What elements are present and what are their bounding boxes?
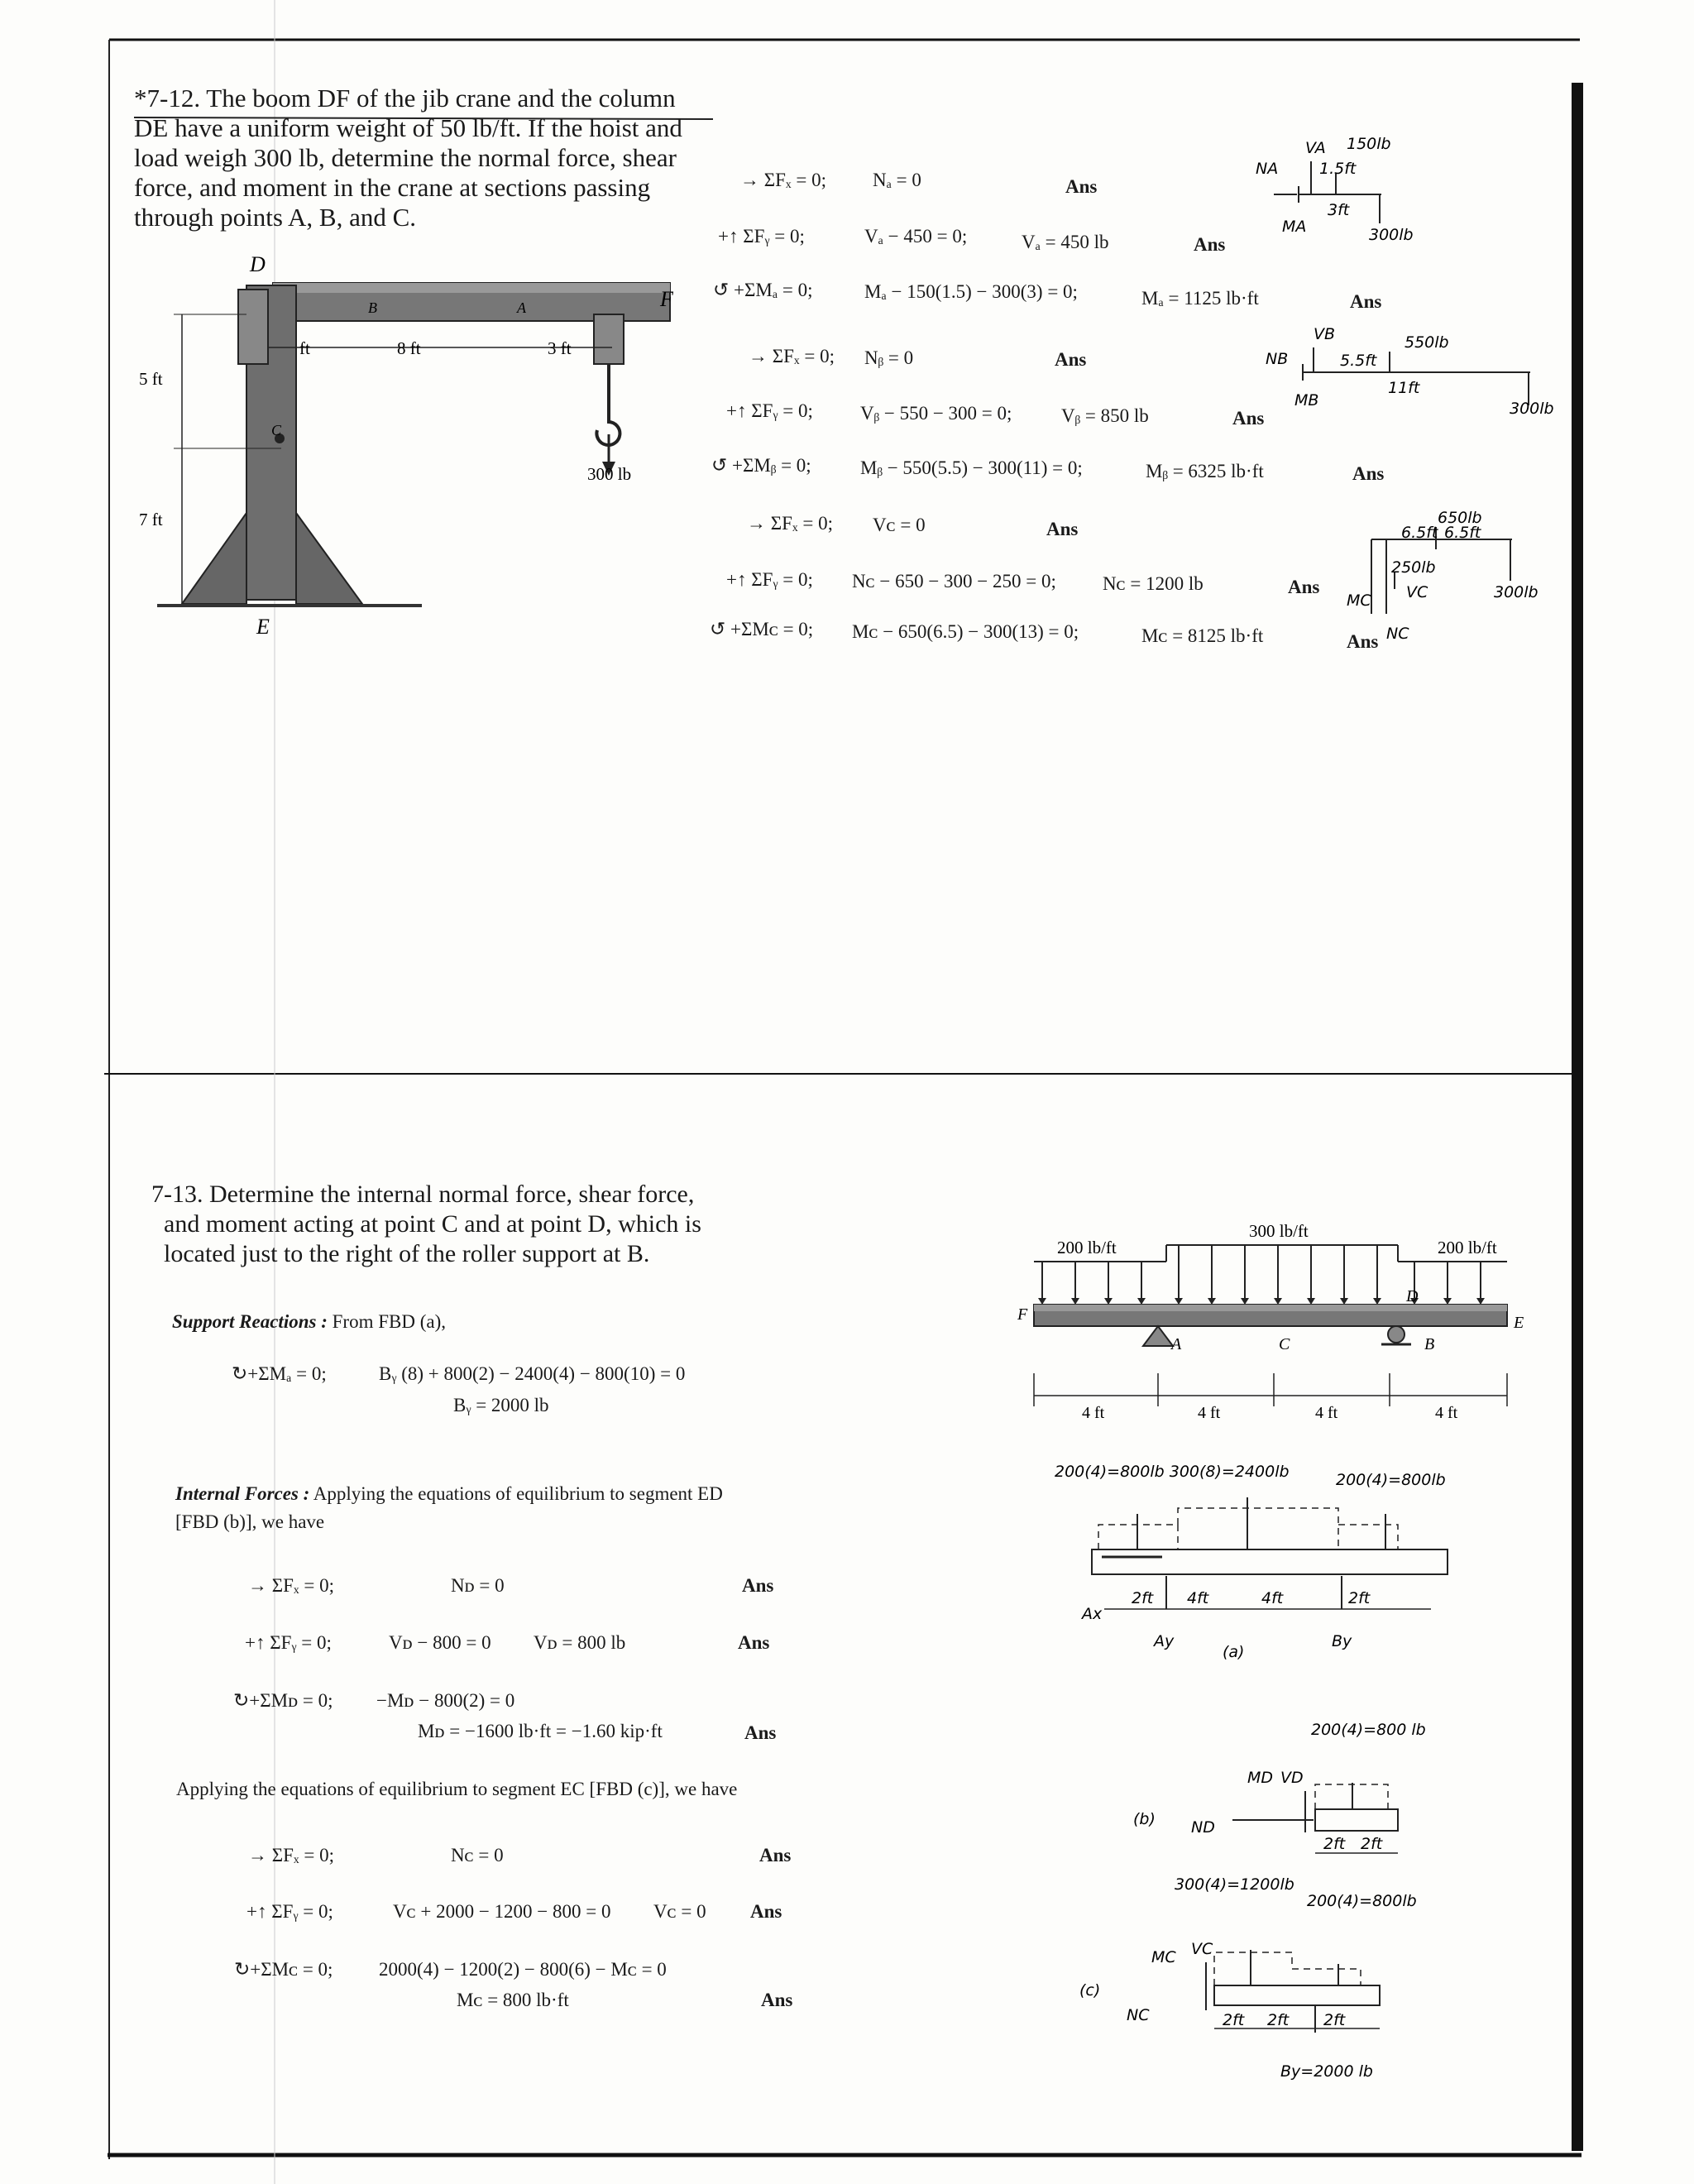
dim: 4ft [1261, 1589, 1284, 1607]
eq-result: Vᴄ = 0 [653, 1901, 706, 1922]
w-right: 200 lb/ft [1438, 1238, 1497, 1257]
sk-mb: MB [1294, 391, 1319, 410]
fbd-c-load1: 300(4)=1200lb [1175, 1875, 1294, 1894]
sk-mc: MC [1347, 592, 1371, 610]
sketch-section-a [1249, 124, 1481, 265]
eq-result: Vₐ = 450 lb [1022, 232, 1109, 252]
sk-300lb: 300lb [1369, 226, 1414, 244]
eq-lhs: +↑ ΣFᵧ = 0; [726, 400, 813, 421]
label-B: B [1424, 1335, 1435, 1353]
applying-ec: Applying the equations of equilibrium to segment EC [FBD (c)], we have [176, 1779, 738, 1799]
fbd-b-ref: [FBD (b)], we have [175, 1511, 325, 1532]
dim: 4ft [1187, 1589, 1209, 1607]
eq-result: Mₐ = 1125 lb·ft [1141, 288, 1259, 309]
eq-lhs: ↻+ΣMₐ = 0; [232, 1363, 327, 1384]
eq-lhs: +↑ ΣFᵧ = 0; [246, 1901, 333, 1922]
span-label: 4 ft [1315, 1404, 1338, 1422]
pin-support-a [1143, 1326, 1173, 1346]
fbd-c-mc: MC [1151, 1948, 1176, 1966]
sk-nc: NC [1386, 625, 1409, 643]
span-label: 4 ft [1198, 1404, 1221, 1422]
fbd-a-label: (a) [1223, 1643, 1245, 1661]
eq-body: Mₐ − 150(1.5) − 300(3) = 0; [864, 281, 1078, 302]
fbd-a-by: By [1332, 1632, 1352, 1650]
eq-body: Mᴄ − 650(6.5) − 300(13) = 0; [852, 621, 1079, 642]
sk-nb: NB [1266, 350, 1289, 368]
sk-250lb: 250lb [1391, 558, 1436, 577]
statement-line: through points A, B, and C. [134, 203, 417, 232]
fbd-a-ay: Ay [1154, 1632, 1175, 1650]
eq-body: 2000(4) − 1200(2) − 800(6) − Mᴄ = 0 [379, 1959, 667, 1980]
sk-65ft: 6.5ft [1401, 524, 1438, 542]
ans-marker: Ans [759, 1845, 792, 1866]
label-C: C [271, 422, 282, 438]
intro-line: and moment acting at point C and at point D, which is [164, 1210, 701, 1238]
crane-base [182, 513, 246, 604]
heading-bold: Internal Forces : [175, 1483, 310, 1504]
eq-body: Nₐ = 0 [873, 170, 921, 190]
ans-marker: Ans [1352, 463, 1385, 484]
label-B: B [368, 299, 377, 316]
ans-marker: Ans [750, 1901, 782, 1922]
sk-va: VA [1305, 139, 1326, 157]
eq-lhs: ↺ +ΣMᵦ = 0; [711, 455, 811, 476]
statement-line: force, and moment in the crane at sections passing [134, 173, 651, 202]
sk-550lb: 550lb [1404, 333, 1449, 352]
label-E: E [256, 615, 270, 639]
eq-lhs: → ΣFₓ = 0; [248, 1845, 334, 1866]
dim: 2ft [1323, 2011, 1346, 2029]
eq-result: Mᵦ = 6325 lb·ft [1146, 461, 1264, 481]
label-C: C [1279, 1335, 1290, 1353]
ans-marker: Ans [744, 1722, 777, 1743]
dim-7ft: 7 ft [139, 510, 163, 529]
label-F: F [660, 287, 673, 311]
sk-15ft: 1.5ft [1319, 160, 1357, 178]
eq-body: Vᴄ + 2000 − 1200 − 800 = 0 [393, 1901, 611, 1922]
support-reactions-heading [172, 1311, 446, 1333]
fbd-c-by: By=2000 lb [1280, 2062, 1373, 2081]
fbd-c-load2: 200(4)=800lb [1307, 1892, 1417, 1910]
w-left: 200 lb/ft [1057, 1238, 1117, 1257]
intro-line: located just to the right of the roller support at B. [164, 1240, 650, 1267]
ans-marker: Ans [738, 1632, 770, 1653]
eq-lhs: → ΣFₓ = 0; [740, 170, 826, 190]
fbd-b-load: 200(4)=800 lb [1311, 1721, 1426, 1739]
eq-result: Vᴅ = 800 lb [534, 1632, 626, 1653]
statement-line: load weigh 300 lb, determine the normal force, shear [134, 143, 677, 172]
fbd-b-nd: ND [1191, 1818, 1215, 1837]
ans-marker: Ans [1347, 631, 1379, 652]
heading-tail: From FBD (a), [332, 1311, 446, 1332]
statement-line: DE have a uniform weight of 50 lb/ft. If the hoist and [134, 113, 682, 142]
sk-300lb-b: 300lb [1510, 400, 1554, 418]
eq-lhs: → ΣFₓ = 0; [248, 1575, 334, 1596]
eq-result: Nᴄ = 1200 lb [1103, 573, 1204, 594]
ans-marker: Ans [1055, 349, 1087, 370]
eq-body: Nᴅ = 0 [451, 1575, 505, 1596]
eq-body: Vᵦ − 550 − 300 = 0; [860, 403, 1012, 424]
beam-figure [1017, 1212, 1530, 1435]
ans-marker: Ans [761, 1990, 793, 2010]
roller-support-b [1388, 1326, 1404, 1343]
eq-body: Mᵦ − 550(5.5) − 300(11) = 0; [860, 457, 1083, 478]
eq-lhs: → ΣFₓ = 0; [749, 346, 835, 366]
fbd-c [1075, 1871, 1456, 2136]
eq-body: Vᴅ − 800 = 0 [389, 1632, 491, 1653]
span-label: 4 ft [1082, 1404, 1105, 1422]
heading-bold: Support Reactions : [172, 1311, 328, 1332]
eq-body: Nᴄ = 0 [451, 1845, 504, 1866]
fbd-b-vd: VD [1280, 1769, 1304, 1787]
fbd-b-md: MD [1247, 1769, 1274, 1787]
eq-lhs: +↑ ΣFᵧ = 0; [718, 226, 805, 247]
label-D: D [250, 252, 266, 276]
eq-result: Vᵦ = 850 lb [1061, 405, 1149, 426]
load-label: 300 lb [587, 464, 632, 484]
dim-1ft: ft [299, 338, 310, 358]
label-A: A [517, 299, 526, 316]
eq-lhs: ↻+ΣMᴄ = 0; [234, 1959, 333, 1980]
ans-marker: Ans [1194, 234, 1226, 255]
fbd-c-label: (c) [1079, 1981, 1101, 2000]
dim: 2ft [1323, 1835, 1346, 1853]
sk-650lb: 650lb [1438, 509, 1482, 527]
sketch-section-b [1266, 314, 1554, 422]
eq-result: Bᵧ = 2000 lb [453, 1395, 549, 1415]
internal-forces-heading [175, 1483, 723, 1505]
fbd-b-label: (b) [1133, 1810, 1156, 1828]
mc-result: Mᴄ = 800 lb·ft [457, 1990, 569, 2010]
sk-vb: VB [1314, 325, 1336, 343]
dim-3ft: 3 ft [548, 338, 572, 358]
eq-lhs: +↑ ΣFᵧ = 0; [726, 569, 813, 590]
sk-150lb: 150lb [1347, 135, 1391, 153]
fbd-b [1125, 1717, 1456, 1890]
ans-marker: Ans [1232, 408, 1265, 429]
ans-marker: Ans [1288, 577, 1320, 597]
dim: 2ft [1348, 1589, 1371, 1607]
ans-marker: Ans [742, 1575, 774, 1596]
sk-na: NA [1256, 160, 1279, 178]
eq-body: Vₐ − 450 = 0; [864, 226, 968, 247]
eq-result: Mᴄ = 8125 lb·ft [1141, 625, 1264, 646]
eq-lhs: ↻+ΣMᴅ = 0; [233, 1690, 333, 1711]
sk-3ft: 3ft [1328, 201, 1350, 219]
sk-65ft-b: 6.5ft [1444, 524, 1481, 542]
statement-line: *7-12. The boom DF of the jib crane and the column [134, 84, 676, 113]
heading-tail: Applying the equations of equilibrium to segment ED [313, 1483, 723, 1504]
sk-ma: MA [1282, 218, 1307, 236]
ans-marker: Ans [1046, 519, 1079, 539]
sk-300lb-c: 300lb [1494, 583, 1538, 601]
fbd-a-loads: 200(4)=800lb 300(8)=2400lb [1055, 1463, 1290, 1481]
dim: 2ft [1132, 1589, 1154, 1607]
ans-marker: Ans [1065, 176, 1098, 197]
fbd-a-load-right: 200(4)=800lb [1336, 1471, 1446, 1489]
dim: 2ft [1361, 1835, 1383, 1853]
eq-body: Nᴄ − 650 − 300 − 250 = 0; [852, 571, 1056, 592]
eq-body: −Mᴅ − 800(2) = 0 [376, 1690, 515, 1711]
dim: 2ft [1223, 2011, 1245, 2029]
sk-11ft: 11ft [1388, 379, 1420, 397]
dim: 2ft [1267, 2011, 1290, 2029]
eq-body: Vᴄ = 0 [873, 515, 926, 535]
label-F: F [1017, 1305, 1028, 1324]
eq-lhs: ↺ +ΣMₐ = 0; [713, 280, 813, 300]
sketch-section-c [1347, 506, 1537, 655]
dim-8ft: 8 ft [397, 338, 421, 358]
eq-body: Bᵧ (8) + 800(2) − 2400(4) − 800(10) = 0 [379, 1363, 686, 1384]
sk-55ft: 5.5ft [1340, 352, 1377, 370]
intro-line: 7-13. Determine the internal normal force, shear force, [151, 1181, 695, 1208]
w-mid: 300 lb/ft [1249, 1221, 1309, 1241]
eq-lhs: +↑ ΣFᵧ = 0; [245, 1632, 332, 1653]
span-label: 4 ft [1435, 1404, 1458, 1422]
eq-body: Nᵦ = 0 [864, 347, 914, 368]
fbd-a [1042, 1452, 1538, 1700]
jib-crane-figure [139, 240, 778, 645]
fbd-c-vc: VC [1191, 1940, 1213, 1958]
ans-marker: Ans [1350, 291, 1382, 312]
label-E: E [1514, 1314, 1524, 1332]
md-result: Mᴅ = −1600 lb·ft = −1.60 kip·ft [418, 1721, 663, 1741]
fbd-c-nc: NC [1127, 2006, 1150, 2024]
dim-5ft: 5 ft [139, 369, 163, 389]
sk-vc: VC [1406, 583, 1428, 601]
fbd-a-ax: Ax [1082, 1605, 1103, 1623]
label-D: D [1406, 1287, 1419, 1305]
eq-lhs: → ΣFₓ = 0; [747, 513, 833, 534]
equation-row [740, 170, 826, 191]
label-A: A [1171, 1335, 1182, 1353]
eq-lhs: ↺ +ΣMᴄ = 0; [710, 619, 814, 639]
